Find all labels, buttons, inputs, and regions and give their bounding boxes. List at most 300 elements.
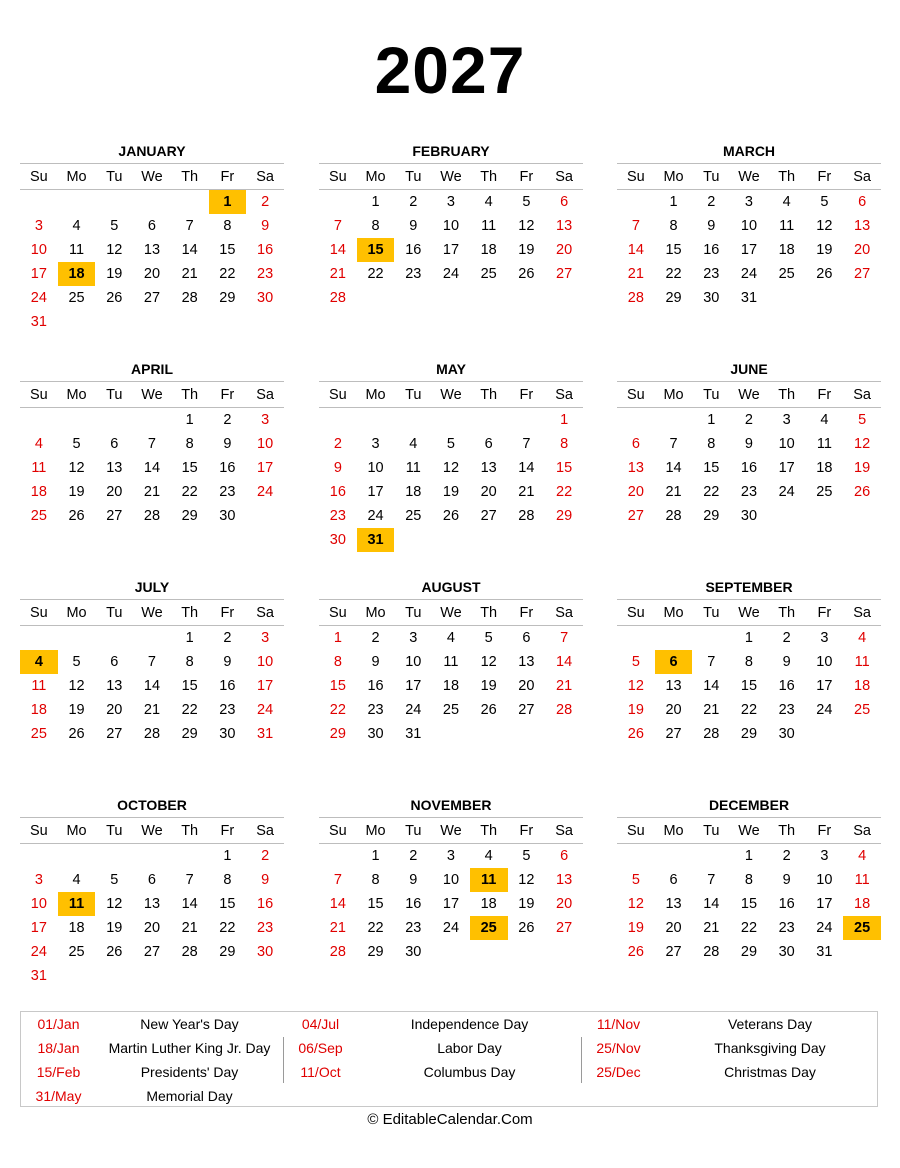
day-cell: 2: [409, 194, 418, 210]
day-cell: 14: [181, 242, 198, 258]
empty-cell: [209, 964, 247, 988]
week-row: [319, 892, 583, 916]
day-cell: 26: [480, 702, 497, 718]
day-cell: 26: [106, 290, 123, 306]
day-cell: 10: [740, 218, 758, 234]
holiday-row: [581, 1060, 879, 1084]
weekday-label: We: [133, 600, 171, 626]
day-cell: 28: [518, 508, 535, 524]
week-row: [319, 480, 583, 504]
day-cell: 1: [707, 412, 716, 428]
empty-cell: [95, 626, 133, 651]
day-cell: 30: [329, 532, 346, 548]
weekday-label: We: [730, 164, 768, 190]
month-name: MARCH: [722, 143, 776, 159]
day-cell: 6: [110, 436, 119, 452]
day-cell: 8: [333, 654, 342, 670]
weekday-label: Su: [319, 818, 357, 844]
empty-cell: [171, 310, 209, 334]
day-cell: 5: [522, 194, 531, 210]
week-row: [20, 892, 284, 916]
holiday-day-cell: 11: [58, 892, 96, 916]
weekday-label: Tu: [394, 818, 432, 844]
day-cell: 15: [181, 460, 198, 476]
week-row: [617, 238, 881, 262]
weekday-label: Sa: [545, 164, 583, 190]
weekday-label: Su: [20, 382, 58, 408]
empty-cell: [394, 528, 432, 552]
day-cell: 5: [820, 194, 829, 210]
day-cell: 14: [703, 896, 720, 912]
weekday-label: Th: [768, 818, 806, 844]
day-cell: 9: [409, 872, 418, 888]
holiday-row: [581, 1012, 879, 1036]
day-cell: 1: [744, 848, 753, 864]
empty-cell: [58, 844, 96, 869]
weekday-label: Fr: [806, 600, 844, 626]
week-row: [617, 480, 881, 504]
day-cell: 27: [556, 920, 573, 936]
day-cell: 8: [371, 218, 380, 234]
day-cell: 30: [367, 726, 384, 742]
weekday-label: Th: [171, 600, 209, 626]
empty-cell: [508, 408, 546, 433]
day-cell: 21: [703, 920, 720, 936]
day-cell: 9: [782, 654, 791, 670]
week-row: [20, 868, 284, 892]
empty-cell: [655, 626, 693, 651]
week-row: [617, 408, 881, 433]
day-cell: 26: [106, 944, 123, 960]
month-table: [20, 381, 284, 528]
day-cell: 1: [185, 630, 194, 646]
day-cell: 10: [405, 654, 422, 670]
day-cell: 18: [442, 678, 460, 694]
holiday-day-cell: 15: [357, 238, 395, 262]
weekday-header-row: [319, 818, 583, 844]
day-cell: 8: [371, 872, 380, 888]
weekday-label: We: [133, 818, 171, 844]
day-cell: 12: [106, 896, 123, 912]
week-row: [20, 722, 284, 746]
weekday-label: Mo: [357, 164, 395, 190]
weekday-label: We: [432, 164, 470, 190]
day-cell: 6: [147, 872, 156, 888]
day-cell: 8: [560, 436, 569, 452]
day-cell: 16: [740, 460, 758, 476]
week-row: [319, 432, 583, 456]
day-cell: 10: [816, 872, 833, 888]
day-cell: 22: [740, 920, 758, 936]
month-table: [20, 163, 284, 334]
weekday-header-row: [20, 818, 284, 844]
empty-cell: [319, 844, 357, 869]
day-cell: 4: [72, 218, 81, 234]
empty-cell: [394, 286, 432, 310]
day-cell: 4: [858, 848, 867, 864]
day-cell: 25: [30, 726, 47, 742]
week-row: [319, 722, 583, 746]
day-cell: 13: [854, 218, 871, 234]
day-cell: 4: [34, 436, 43, 452]
empty-cell: [843, 286, 881, 310]
empty-cell: [432, 940, 470, 964]
day-cell: 3: [409, 630, 418, 646]
day-cell: 4: [72, 872, 81, 888]
day-cell: 15: [703, 460, 720, 476]
day-cell: 17: [816, 678, 833, 694]
holiday-row: [283, 1036, 581, 1060]
week-row: [20, 408, 284, 433]
day-cell: 27: [143, 944, 161, 960]
day-cell: 22: [219, 920, 236, 936]
day-cell: 18: [30, 484, 47, 500]
month-january: [20, 139, 284, 334]
day-cell: 24: [816, 702, 833, 718]
day-cell: 9: [744, 436, 753, 452]
day-cell: 28: [703, 726, 720, 742]
weekday-label: Sa: [843, 382, 881, 408]
empty-cell: [58, 964, 96, 988]
day-cell: 11: [31, 460, 47, 476]
day-cell: 5: [446, 436, 455, 452]
day-cell: 2: [707, 194, 716, 210]
day-cell: 24: [257, 702, 274, 718]
day-cell: 5: [631, 872, 640, 888]
empty-cell: [768, 286, 806, 310]
week-row: [617, 892, 881, 916]
day-cell: 15: [367, 896, 384, 912]
day-cell: 6: [110, 654, 119, 670]
day-cell: 2: [782, 630, 791, 646]
weekday-label: Sa: [843, 600, 881, 626]
holiday-row: [283, 1060, 581, 1084]
day-cell: 8: [707, 436, 716, 452]
day-cell: 19: [518, 896, 535, 912]
week-row: [20, 650, 284, 674]
holiday-column: [581, 1012, 879, 1108]
weekday-label: Mo: [655, 818, 693, 844]
month-table: [319, 817, 583, 964]
day-cell: 5: [72, 654, 81, 670]
day-cell: 23: [778, 920, 795, 936]
day-cell: 6: [147, 218, 156, 234]
empty-cell: [806, 286, 844, 310]
day-cell: 7: [707, 654, 716, 670]
day-cell: 9: [782, 872, 791, 888]
day-cell: 6: [560, 194, 569, 210]
day-cell: 29: [703, 508, 720, 524]
day-cell: 7: [147, 436, 156, 452]
weekday-header-row: [617, 600, 881, 626]
day-cell: 24: [442, 266, 460, 282]
day-cell: 12: [68, 678, 85, 694]
day-cell: 23: [367, 702, 384, 718]
day-cell: 27: [556, 266, 573, 282]
holiday-date: 18/Jan: [37, 1040, 80, 1056]
day-cell: 27: [480, 508, 497, 524]
day-cell: 14: [703, 678, 720, 694]
day-cell: 30: [219, 508, 236, 524]
day-cell: 13: [518, 654, 535, 670]
day-cell: 9: [409, 218, 418, 234]
empty-cell: [470, 528, 508, 552]
month-table: [20, 817, 284, 988]
empty-cell: [95, 408, 133, 433]
weekday-label: Mo: [357, 382, 395, 408]
week-row: [20, 310, 284, 334]
weekday-label: Th: [470, 600, 508, 626]
day-cell: 6: [560, 848, 569, 864]
day-cell: 9: [707, 218, 716, 234]
empty-cell: [357, 286, 395, 310]
day-cell: 6: [484, 436, 493, 452]
day-cell: 2: [333, 436, 342, 452]
day-cell: 11: [779, 218, 795, 234]
weekday-label: Th: [768, 382, 806, 408]
day-cell: 26: [518, 266, 535, 282]
day-cell: 30: [257, 944, 274, 960]
month-name: MAY: [436, 361, 466, 377]
empty-cell: [617, 190, 655, 215]
day-cell: 11: [69, 242, 85, 258]
weekday-label: We: [730, 818, 768, 844]
day-cell: 14: [518, 460, 535, 476]
weekday-label: We: [432, 382, 470, 408]
weekday-label: Tu: [95, 818, 133, 844]
day-cell: 23: [257, 920, 274, 936]
empty-cell: [58, 190, 96, 215]
weekday-label: Fr: [806, 382, 844, 408]
empty-cell: [655, 844, 693, 869]
empty-cell: [133, 190, 171, 215]
day-cell: 1: [223, 848, 232, 864]
day-cell: 10: [257, 654, 274, 670]
day-cell: 7: [333, 872, 342, 888]
day-cell: 8: [744, 654, 753, 670]
week-row: [20, 286, 284, 310]
day-cell: 15: [665, 242, 682, 258]
day-cell: 22: [367, 920, 384, 936]
month-name: NOVEMBER: [410, 797, 492, 813]
weekday-label: Sa: [545, 600, 583, 626]
week-row: [319, 408, 583, 433]
day-cell: 2: [782, 848, 791, 864]
weekday-label: Th: [470, 382, 508, 408]
month-name: JUNE: [730, 361, 768, 377]
weekday-label: Sa: [843, 818, 881, 844]
week-row: [319, 504, 583, 528]
day-cell: 4: [484, 848, 493, 864]
week-row: [319, 940, 583, 964]
holiday-name: Veterans Day: [727, 1016, 813, 1032]
day-cell: 29: [665, 290, 682, 306]
day-cell: 1: [371, 848, 380, 864]
day-cell: 2: [371, 630, 380, 646]
weekday-label: Su: [319, 382, 357, 408]
holiday-day-cell: 31: [357, 528, 395, 552]
day-cell: 30: [703, 290, 720, 306]
day-cell: 3: [446, 848, 455, 864]
day-cell: 4: [484, 194, 493, 210]
day-cell: 17: [740, 242, 758, 258]
day-cell: 7: [333, 218, 342, 234]
day-cell: 7: [669, 436, 678, 452]
day-cell: 26: [518, 920, 535, 936]
week-row: [617, 674, 881, 698]
day-cell: 25: [68, 944, 85, 960]
week-row: [319, 626, 583, 651]
day-cell: 10: [257, 436, 274, 452]
day-cell: 24: [740, 266, 758, 282]
day-cell: 2: [744, 412, 753, 428]
day-cell: 13: [665, 896, 682, 912]
weekday-label: Sa: [843, 164, 881, 190]
day-cell: 29: [367, 944, 384, 960]
empty-cell: [508, 722, 546, 746]
day-cell: 11: [31, 678, 47, 694]
weekday-label: Fr: [209, 600, 247, 626]
week-row: [617, 916, 881, 940]
column-divider: [283, 1037, 284, 1083]
day-cell: 20: [556, 896, 573, 912]
holiday-name: Independence Day: [410, 1016, 529, 1032]
weekday-header-row: [319, 164, 583, 190]
month-name: APRIL: [131, 361, 173, 377]
week-row: [319, 456, 583, 480]
weekday-label: Su: [20, 600, 58, 626]
week-row: [319, 916, 583, 940]
day-cell: 7: [707, 872, 716, 888]
day-cell: 7: [147, 654, 156, 670]
day-cell: 18: [480, 242, 497, 258]
weekday-label: Mo: [357, 818, 395, 844]
day-cell: 17: [442, 242, 460, 258]
weekday-label: We: [432, 818, 470, 844]
weekday-header-row: [20, 382, 284, 408]
month-name: OCTOBER: [117, 797, 187, 813]
month-table: [617, 163, 881, 310]
day-cell: 19: [106, 266, 123, 282]
week-row: [20, 480, 284, 504]
day-cell: 17: [442, 896, 460, 912]
day-cell: 12: [627, 678, 644, 694]
weekday-label: Fr: [508, 818, 546, 844]
day-cell: 19: [68, 702, 85, 718]
day-cell: 11: [405, 460, 421, 476]
weekday-header-row: [617, 382, 881, 408]
month-july: [20, 575, 284, 746]
day-cell: 2: [409, 848, 418, 864]
week-row: [617, 456, 881, 480]
day-cell: 9: [261, 872, 270, 888]
day-cell: 14: [329, 896, 346, 912]
day-cell: 27: [665, 726, 682, 742]
holiday-column: [283, 1012, 581, 1108]
day-cell: 21: [556, 678, 573, 694]
weekday-label: Mo: [58, 600, 96, 626]
day-cell: 26: [627, 944, 644, 960]
empty-cell: [470, 722, 508, 746]
empty-cell: [617, 626, 655, 651]
empty-cell: [545, 528, 583, 552]
week-row: [617, 626, 881, 651]
day-cell: 26: [816, 266, 833, 282]
empty-cell: [20, 844, 58, 869]
month-name: SEPTEMBER: [705, 579, 793, 595]
holiday-column: [21, 1012, 283, 1108]
day-cell: 2: [223, 412, 232, 428]
day-cell: 12: [480, 654, 497, 670]
empty-cell: [209, 310, 247, 334]
empty-cell: [617, 408, 655, 433]
week-row: [617, 432, 881, 456]
weekday-header-row: [20, 600, 284, 626]
day-cell: 29: [740, 944, 758, 960]
day-cell: 15: [740, 896, 758, 912]
day-cell: 27: [143, 290, 161, 306]
empty-cell: [171, 964, 209, 988]
holiday-name: Martin Luther King Jr. Day: [108, 1040, 271, 1056]
holiday-day-cell: 4: [20, 650, 58, 674]
day-cell: 8: [185, 436, 194, 452]
day-cell: 24: [367, 508, 384, 524]
day-cell: 28: [329, 944, 346, 960]
day-cell: 19: [442, 484, 460, 500]
weekday-label: Su: [617, 164, 655, 190]
weekday-label: Sa: [246, 382, 284, 408]
day-cell: 28: [627, 290, 644, 306]
empty-cell: [508, 286, 546, 310]
day-cell: 30: [219, 726, 236, 742]
empty-cell: [508, 940, 546, 964]
day-cell: 20: [627, 484, 644, 500]
empty-cell: [319, 190, 357, 215]
holiday-name: New Year's Day: [140, 1016, 239, 1032]
empty-cell: [20, 190, 58, 215]
day-cell: 5: [522, 848, 531, 864]
week-row: [319, 262, 583, 286]
day-cell: 1: [744, 630, 753, 646]
week-row: [319, 868, 583, 892]
holiday-row: [581, 1036, 879, 1060]
day-cell: 18: [68, 920, 85, 936]
empty-cell: [133, 844, 171, 869]
weekday-label: We: [133, 382, 171, 408]
day-cell: 3: [446, 194, 455, 210]
day-cell: 10: [778, 436, 795, 452]
week-row: [20, 432, 284, 456]
weekday-label: Tu: [692, 164, 730, 190]
empty-cell: [843, 722, 881, 746]
weekday-label: Mo: [357, 600, 395, 626]
column-divider: [581, 1037, 582, 1083]
month-table: [617, 381, 881, 528]
week-row: [20, 190, 284, 215]
day-cell: 4: [858, 630, 867, 646]
day-cell: 22: [219, 266, 236, 282]
year-title: 2027: [374, 33, 526, 107]
day-cell: 6: [858, 194, 867, 210]
day-cell: 23: [257, 266, 274, 282]
day-cell: 13: [480, 460, 497, 476]
weekday-label: Su: [617, 600, 655, 626]
day-cell: 29: [219, 944, 236, 960]
day-cell: 2: [261, 194, 270, 210]
day-cell: 23: [219, 702, 236, 718]
day-cell: 3: [820, 630, 829, 646]
empty-cell: [246, 504, 284, 528]
